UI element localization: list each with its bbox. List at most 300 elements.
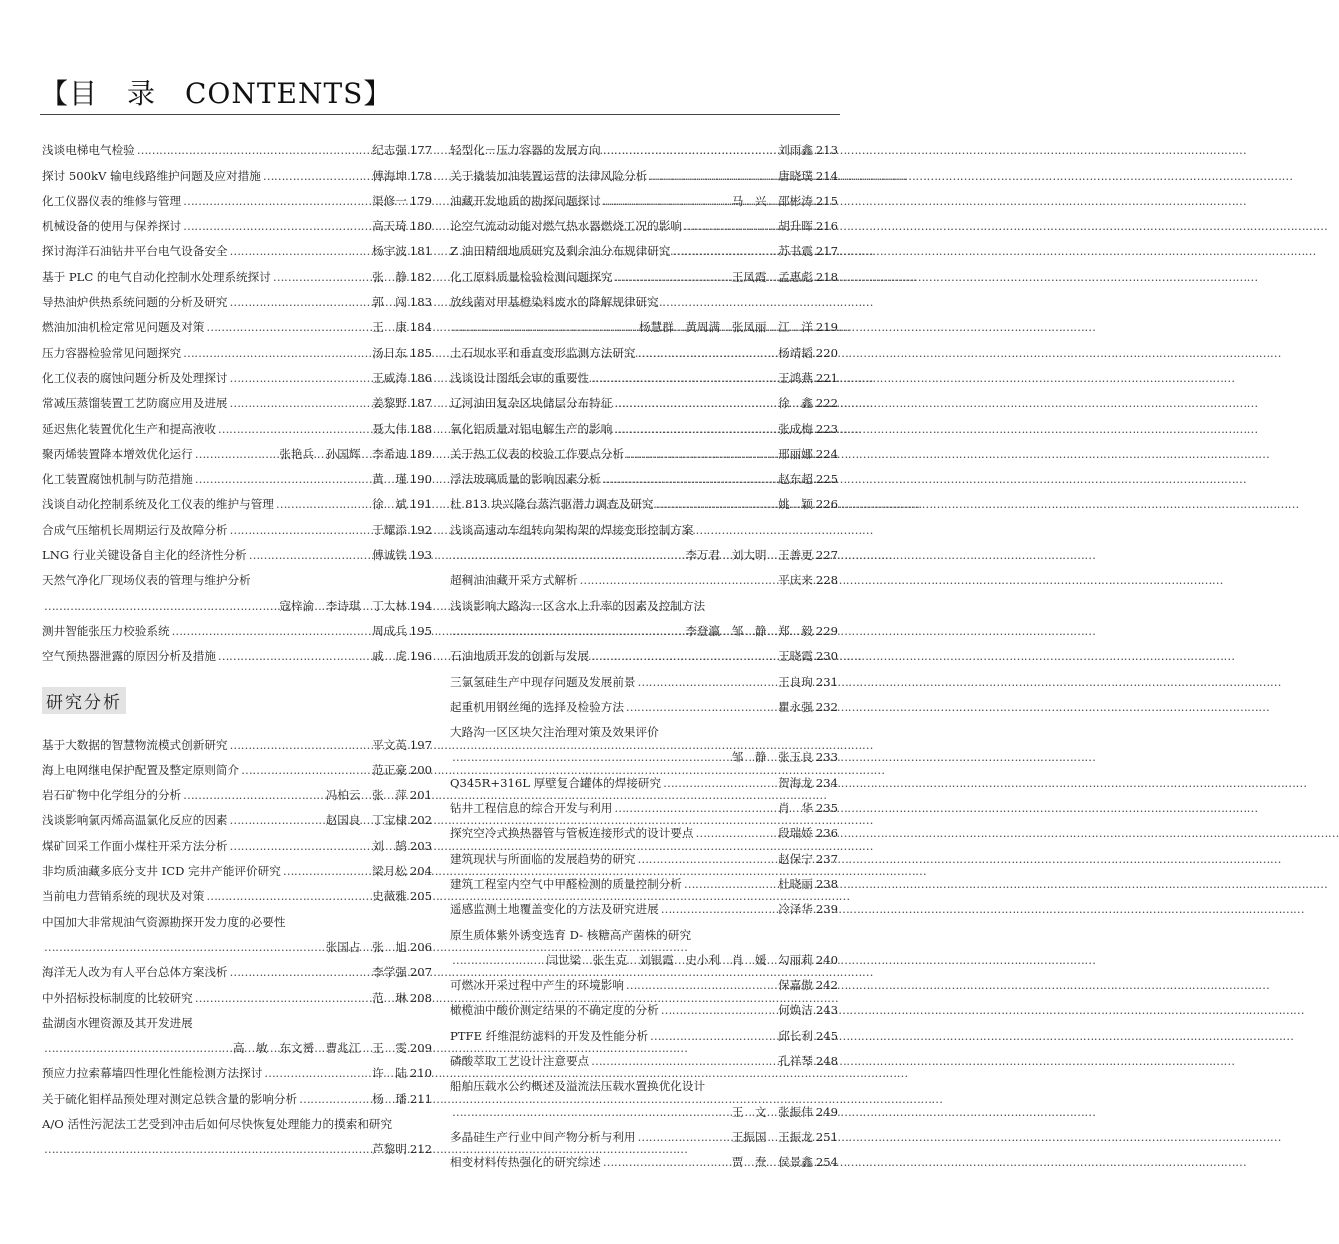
toc-author: 杨靖韬: [778, 345, 813, 360]
toc-leader-dots: [44, 1041, 231, 1055]
toc-page: 187: [409, 396, 432, 411]
toc-entry-line: [42, 208, 432, 233]
toc-entry-line: [42, 979, 432, 1004]
toc-title: 浅谈设计图纸会审的重要性: [450, 370, 590, 385]
toc-author: 刘 鹄: [372, 838, 407, 853]
toc-entry-line: [450, 764, 838, 789]
toc-title: 氧化铝质量对铝电解生产的影响: [450, 421, 613, 436]
toc-item: [42, 410, 432, 435]
toc-author: 冷泽华: [778, 902, 813, 917]
toc-author: 杨慧群 黄周满 张凤丽 江 洋: [638, 320, 813, 335]
toc-page: 205: [409, 889, 432, 904]
toc-author: 张国占 张 旭: [325, 939, 407, 954]
toc-leader-dots: [195, 472, 370, 486]
toc-item: [42, 726, 432, 751]
toc-item: [42, 360, 432, 385]
toc-leader-dots: [626, 700, 776, 714]
toc-title: 关于热工仪表的校验工作要点分析: [450, 446, 624, 461]
toc-page: 197: [409, 737, 432, 752]
toc-page: 201: [409, 788, 432, 803]
toc-page: 184: [409, 320, 432, 335]
toc-entry-line: [42, 309, 432, 334]
toc-item: [42, 233, 432, 258]
toc-title: 预应力拉索幕墙四性理化性能检测方法探讨: [42, 1066, 263, 1081]
toc-page: 232: [815, 699, 838, 714]
toc-item: [450, 360, 838, 385]
toc-leader-dots: [230, 371, 371, 385]
toc-page: 213: [815, 143, 838, 158]
toc-item: [42, 979, 432, 1004]
toc-leader-dots: [230, 396, 371, 410]
toc-author: 范正豪: [372, 762, 407, 777]
toc-item: [450, 1068, 838, 1119]
toc-title: 盐湖卤水锂资源及其开发进展: [42, 1015, 193, 1030]
toc-leader-dots: [614, 422, 776, 436]
toc-leader-dots: [137, 143, 370, 157]
toc-item: [450, 891, 838, 916]
toc-author: 于耀添: [372, 522, 407, 537]
toc-title: 建筑现状与所面临的发展趋势的研究: [450, 851, 636, 866]
toc-entry-line: [450, 410, 838, 435]
toc-entry-line: [450, 208, 838, 233]
toc-item: [450, 638, 838, 663]
toc-leader-dots: [626, 978, 776, 992]
toc-entry-line: [450, 562, 838, 587]
toc-entry-line: [42, 1080, 432, 1105]
toc-leader-dots: [44, 1142, 370, 1156]
toc-title-line: [42, 562, 432, 587]
toc-leader-dots: [655, 497, 776, 511]
toc-title: 轻型化－压力容器的发展方向: [450, 143, 601, 158]
toc-author: 徐 斌: [372, 497, 407, 512]
toc-entry-line: [450, 815, 838, 840]
toc-item: [450, 208, 838, 233]
toc-item: [42, 1005, 432, 1056]
toc-leader-dots: [230, 965, 371, 979]
toc-title-line: [450, 1068, 838, 1093]
toc-author: 高 敏 东文赟 曹兆江 王 雯: [232, 1041, 407, 1056]
toc-item: [42, 1106, 432, 1157]
toc-entry-line: [450, 891, 838, 916]
toc-entry-line: [450, 132, 838, 157]
toc-author: 王威涛: [372, 370, 407, 385]
toc-author: 王良珣: [778, 674, 813, 689]
section-title: 研究分析: [42, 687, 126, 714]
toc-leader-dots: [230, 295, 371, 309]
toc-entry-line: [450, 1144, 838, 1169]
toc-author: 平文英: [372, 737, 407, 752]
toc-leader-dots: [195, 447, 278, 461]
toc-entry-line: [42, 284, 432, 309]
toc-entry-line: [42, 233, 432, 258]
toc-entry-line: [42, 537, 432, 562]
toc-page: 195: [409, 623, 432, 638]
toc-entry-line: [42, 638, 432, 663]
toc-item: [450, 815, 838, 840]
toc-author-line: [450, 613, 838, 638]
toc-leader-dots: [452, 548, 683, 562]
toc-item: [450, 334, 838, 359]
toc-item: [450, 258, 838, 283]
toc-page: 188: [409, 421, 432, 436]
toc-title: 合成气压缩机长周期运行及故障分析: [42, 522, 228, 537]
toc-page: 220: [815, 345, 838, 360]
toc-leader-dots: [626, 447, 776, 461]
toc-author-line: [450, 537, 838, 562]
toc-entry-line: [42, 183, 432, 208]
toc-leader-dots: [276, 497, 370, 511]
toc-leader-dots: [452, 624, 683, 638]
toc-page: 233: [815, 750, 838, 765]
toc-page: 228: [815, 573, 838, 588]
toc-entry-line: [450, 436, 838, 461]
toc-leader-dots: [603, 194, 730, 208]
toc-page: 190: [409, 472, 432, 487]
toc-item: [450, 992, 838, 1017]
toc-item: [42, 183, 432, 208]
right-column: [450, 132, 838, 1169]
toc-page: 200: [409, 762, 432, 777]
toc-author: 汤日东: [372, 345, 407, 360]
toc-leader-dots: [452, 750, 730, 764]
toc-page: 226: [815, 497, 838, 512]
toc-item: [450, 764, 838, 789]
toc-author: 杨宇波: [372, 244, 407, 259]
toc-leader-dots: [183, 346, 370, 360]
toc-page: 219: [815, 320, 838, 335]
toc-author: 杨 璠: [372, 1091, 407, 1106]
toc-item: [450, 183, 838, 208]
toc-author: 李学强: [372, 965, 407, 980]
toc-entry-line: [42, 258, 432, 283]
toc-page: 194: [409, 598, 432, 613]
toc-title: 辽河油田复杂区块储层分布特征: [450, 396, 613, 411]
group1-list: [42, 132, 432, 663]
toc-page: 179: [409, 193, 432, 208]
toc-leader-dots: [241, 763, 370, 777]
toc-entry-line: [450, 689, 838, 714]
toc-entry-line: [42, 436, 432, 461]
toc-page: 216: [815, 219, 838, 234]
toc-item: [42, 638, 432, 663]
toc-leader-dots: [218, 649, 370, 663]
toc-entry-line: [450, 486, 838, 511]
toc-title: 杜 813 块兴隆台蒸汽驱潜力调查及研究: [450, 497, 654, 512]
toc-title: 燃油加油机检定常见问题及对策: [42, 320, 205, 335]
toc-page: 212: [409, 1142, 432, 1157]
toc-title: 中国加大非常规油气资源勘探开发力度的必要性: [42, 914, 286, 929]
toc-title: 天然气净化厂现场仪表的管理与维护分析: [42, 573, 251, 588]
toc-author: 梁月松: [372, 864, 407, 879]
toc-leader-dots: [218, 422, 370, 436]
toc-item: [42, 903, 432, 954]
toc-entry-line: [42, 777, 432, 802]
toc-page: 186: [409, 370, 432, 385]
toc-item: [450, 410, 838, 435]
toc-author-line: [42, 1030, 432, 1055]
toc-item: [450, 587, 838, 638]
toc-leader-dots: [264, 1066, 370, 1080]
toc-title: 常减压蒸馏装置工艺防腐应用及进展: [42, 396, 228, 411]
toc-author: 保嘉傲: [778, 978, 813, 993]
toc-title: 关于硫化钼样品预处理对测定总铁含量的影响分析: [42, 1091, 298, 1106]
toc-page: 204: [409, 864, 432, 879]
toc-title: 油藏开发地质的勘探问题探讨: [450, 193, 601, 208]
toc-author: 赵东超: [778, 472, 813, 487]
right-list: [450, 132, 838, 1169]
toc-author: 王 文 张振伟: [731, 1104, 813, 1119]
toc-title: 三氯氢硅生产中现存问题及发展前景: [450, 674, 636, 689]
toc-title: 超稠油油藏开采方式解析: [450, 573, 578, 588]
toc-entry-line: [450, 1043, 838, 1068]
toc-leader-dots: [299, 1092, 370, 1106]
toc-author-line: [42, 929, 432, 954]
toc-author: 李登瀛 邹 静 郑 毅: [685, 623, 813, 638]
toc-author: 邹 静 张玉良: [731, 750, 813, 765]
toc-page: 235: [815, 801, 838, 816]
toc-title: 海洋无人改为有人平台总体方案浅析: [42, 965, 228, 980]
toc-title-line: [42, 903, 432, 928]
toc-leader-dots: [603, 143, 776, 157]
toc-title: 原生质体紫外诱变选育 D- 核糖高产菌株的研究: [450, 927, 692, 942]
toc-item: [42, 954, 432, 979]
toc-item: [42, 1055, 432, 1080]
toc-entry-line: [42, 461, 432, 486]
toc-title: 压力容器检验常见问题探究: [42, 345, 182, 360]
toc-title: 当前电力营销系统的现状及对策: [42, 889, 205, 904]
toc-title: LNG 行业关键设备自主化的经济性分析: [42, 548, 247, 563]
toc-author: 傅诚铁: [372, 548, 407, 563]
toc-page: 206: [409, 939, 432, 954]
toc-title: 化工仪表的腐蚀问题分析及处理探讨: [42, 370, 228, 385]
toc-author: 邱长利: [778, 1028, 813, 1043]
toc-entry-line: [450, 360, 838, 385]
toc-leader-dots: [452, 320, 637, 334]
toc-entry-line: [450, 967, 838, 992]
toc-item: [450, 840, 838, 865]
toc-author: 张艳兵 孙国辉 李希迪: [279, 446, 407, 461]
toc-entry-line: [450, 992, 838, 1017]
toc-leader-dots: [230, 244, 371, 258]
toc-title: 遥感监测土地覆盖变化的方法及研究进展: [450, 902, 659, 917]
toc-leader-dots: [230, 523, 371, 537]
toc-author-line: [42, 587, 432, 612]
toc-title: 起重机用钢丝绳的选择及检验方法: [450, 699, 624, 714]
toc-author: 邢丽娜: [778, 446, 813, 461]
toc-item: [42, 853, 432, 878]
toc-leader-dots: [603, 472, 776, 486]
toc-author: 许 陆: [372, 1066, 407, 1081]
contents-header: [40, 70, 840, 118]
toc-title: 探讨海洋石油钻井平台电气设备安全: [42, 244, 228, 259]
toc-entry-line: [450, 638, 838, 663]
toc-author: 范 琳: [372, 990, 407, 1005]
toc-author: 纪志强: [372, 143, 407, 158]
toc-entry-line: [450, 157, 838, 182]
toc-entry-line: [42, 132, 432, 157]
toc-leader-dots: [614, 396, 776, 410]
toc-title: 测井智能张压力校验系统: [42, 623, 170, 638]
toc-page: 230: [815, 649, 838, 664]
toc-title: 放线菌对甲基橙染料废水的降解规律研究: [450, 295, 659, 310]
toc-author: 傅海坤: [372, 168, 407, 183]
toc-author: 周成兵: [372, 623, 407, 638]
toc-page: 249: [815, 1104, 838, 1119]
toc-leader-dots: [649, 169, 776, 183]
toc-author-line: [450, 739, 838, 764]
toc-entry-line: [450, 183, 838, 208]
toc-item: [42, 208, 432, 233]
toc-title: 浅谈电梯电气检验: [42, 143, 135, 158]
header-rule: [40, 114, 840, 115]
toc-leader-dots: [638, 852, 777, 866]
toc-item: [42, 537, 432, 562]
toc-title: 机械设备的使用与保养探讨: [42, 219, 182, 234]
toc-author: 赵国良 丁宝棣: [325, 813, 407, 828]
toc-entry-line: [42, 410, 432, 435]
toc-title: 延迟焦化装置优化生产和提高液收: [42, 421, 216, 436]
toc-author: 高天琦: [372, 219, 407, 234]
toc-leader-dots: [663, 776, 776, 790]
toc-author: 杜晓丽: [778, 876, 813, 891]
toc-title: 相变材料传热强化的研究综述: [450, 1155, 601, 1170]
toc-title: 大路沟一区区块欠注治理对策及效果评价: [450, 725, 659, 740]
toc-item: [42, 385, 432, 410]
toc-author: 苏书震: [778, 244, 813, 259]
toc-entry-line: [42, 954, 432, 979]
toc-leader-dots: [614, 801, 776, 815]
toc-title: 石油地质开发的创新与发展: [450, 649, 590, 664]
toc-leader-dots: [684, 877, 776, 891]
toc-page: 248: [815, 1053, 838, 1068]
toc-item: [42, 334, 432, 359]
toc-title: 可燃冰开采过程中产生的环境影响: [450, 978, 624, 993]
toc-author: 王晓霞: [778, 649, 813, 664]
toc-item: [450, 663, 838, 688]
toc-title-line: [450, 511, 838, 536]
toc-title-line: [450, 916, 838, 941]
toc-item: [42, 486, 432, 511]
contents-title: 【目 录 CONTENTS】: [40, 77, 393, 110]
toc-page: 243: [815, 1003, 838, 1018]
toc-title: 聚丙烯装置降本增效优化运行: [42, 446, 193, 461]
toc-author: 渠修一: [372, 193, 407, 208]
toc-leader-dots: [183, 219, 370, 233]
toc-page: 181: [409, 244, 432, 259]
toc-title-line: [450, 714, 838, 739]
toc-page: 229: [815, 623, 838, 638]
toc-title-line: [42, 1005, 432, 1030]
toc-item: [450, 1043, 838, 1068]
toc-entry-line: [450, 840, 838, 865]
toc-item: [42, 461, 432, 486]
toc-page: 208: [409, 990, 432, 1005]
toc-page: 203: [409, 838, 432, 853]
toc-page: 224: [815, 446, 838, 461]
toc-page: 223: [815, 421, 838, 436]
toc-title: 探究空冷式换热器管与管板连接形式的设计要点: [450, 826, 694, 841]
toc-entry-line: [450, 1119, 838, 1144]
toc-leader-dots: [230, 839, 371, 853]
toc-entry-line: [42, 752, 432, 777]
toc-item: [42, 777, 432, 802]
toc-item: [450, 233, 838, 258]
toc-author: 孔祥琴: [778, 1053, 813, 1068]
toc-title: 多晶硅生产行业中间产物分析与利用: [450, 1129, 636, 1144]
toc-item: [42, 878, 432, 903]
group2-list: [42, 726, 432, 1156]
toc-page: 236: [815, 826, 838, 841]
toc-author-line: [42, 1131, 432, 1156]
toc-leader-dots: [172, 624, 371, 638]
toc-entry-line: [450, 385, 838, 410]
toc-page: 234: [815, 775, 838, 790]
toc-item: [42, 511, 432, 536]
toc-author: 肖 华: [778, 801, 813, 816]
toc-item: [42, 1080, 432, 1105]
toc-item: [42, 258, 432, 283]
toc-entry-line: [42, 878, 432, 903]
toc-page: 231: [815, 674, 838, 689]
toc-page: 193: [409, 548, 432, 563]
toc-page: 189: [409, 446, 432, 461]
toc-entry-line: [42, 360, 432, 385]
toc-title: 关于撬装加油装置运营的法律风险分析: [450, 168, 648, 183]
toc-title: PTFE 纤维混纺滤料的开发及性能分析: [450, 1028, 649, 1043]
toc-page: 214: [815, 168, 838, 183]
toc-title: 探讨 500kV 输电线路维护问题及应对措施: [42, 168, 261, 183]
toc-title: 非均质油藏多底分支井 ICD 完井产能评价研究: [42, 864, 281, 879]
toc-page: 180: [409, 219, 432, 234]
toc-item: [42, 157, 432, 182]
toc-author: 张 静: [372, 269, 407, 284]
toc-page: 210: [409, 1066, 432, 1081]
toc-item: [42, 562, 432, 613]
toc-item: [450, 284, 838, 335]
section-gap: [42, 663, 432, 687]
toc-title: 海上电网继电保护配置及整定原则简介: [42, 762, 240, 777]
toc-author: 姜黎野: [372, 396, 407, 411]
toc-title: 船舶压载水公约概述及溢流法压载水置换优化设计: [450, 1079, 706, 1094]
toc-item: [450, 157, 838, 182]
toc-author: 贺海龙: [778, 775, 813, 790]
toc-author: 王振国 王振龙: [731, 1129, 813, 1144]
toc-page: 217: [815, 244, 838, 259]
toc-item: [450, 1017, 838, 1042]
toc-author-line: [450, 942, 838, 967]
toc-page: 218: [815, 269, 838, 284]
toc-item: [450, 1119, 838, 1144]
toc-page: 209: [409, 1041, 432, 1056]
toc-item: [450, 689, 838, 714]
toc-title: 钻井工程信息的综合开发与利用: [450, 801, 613, 816]
toc-author: 平庆来: [778, 573, 813, 588]
toc-page: 185: [409, 345, 432, 360]
toc-leader-dots: [580, 573, 777, 587]
toc-page: 254: [815, 1155, 838, 1170]
toc-page: 222: [815, 396, 838, 411]
toc-entry-line: [450, 866, 838, 891]
toc-title: A/O 活性污泥法工艺受到冲击后如何尽快恢复处理能力的摸索和研究: [42, 1116, 393, 1131]
toc-leader-dots: [661, 1003, 776, 1017]
toc-leader-dots: [230, 738, 371, 752]
toc-page: 192: [409, 522, 432, 537]
toc-author: 聂大伟: [372, 421, 407, 436]
toc-author: 李万君 刘大明 王善更: [685, 548, 813, 563]
toc-page: 202: [409, 813, 432, 828]
toc-page: 239: [815, 902, 838, 917]
toc-title-line: [450, 284, 838, 309]
